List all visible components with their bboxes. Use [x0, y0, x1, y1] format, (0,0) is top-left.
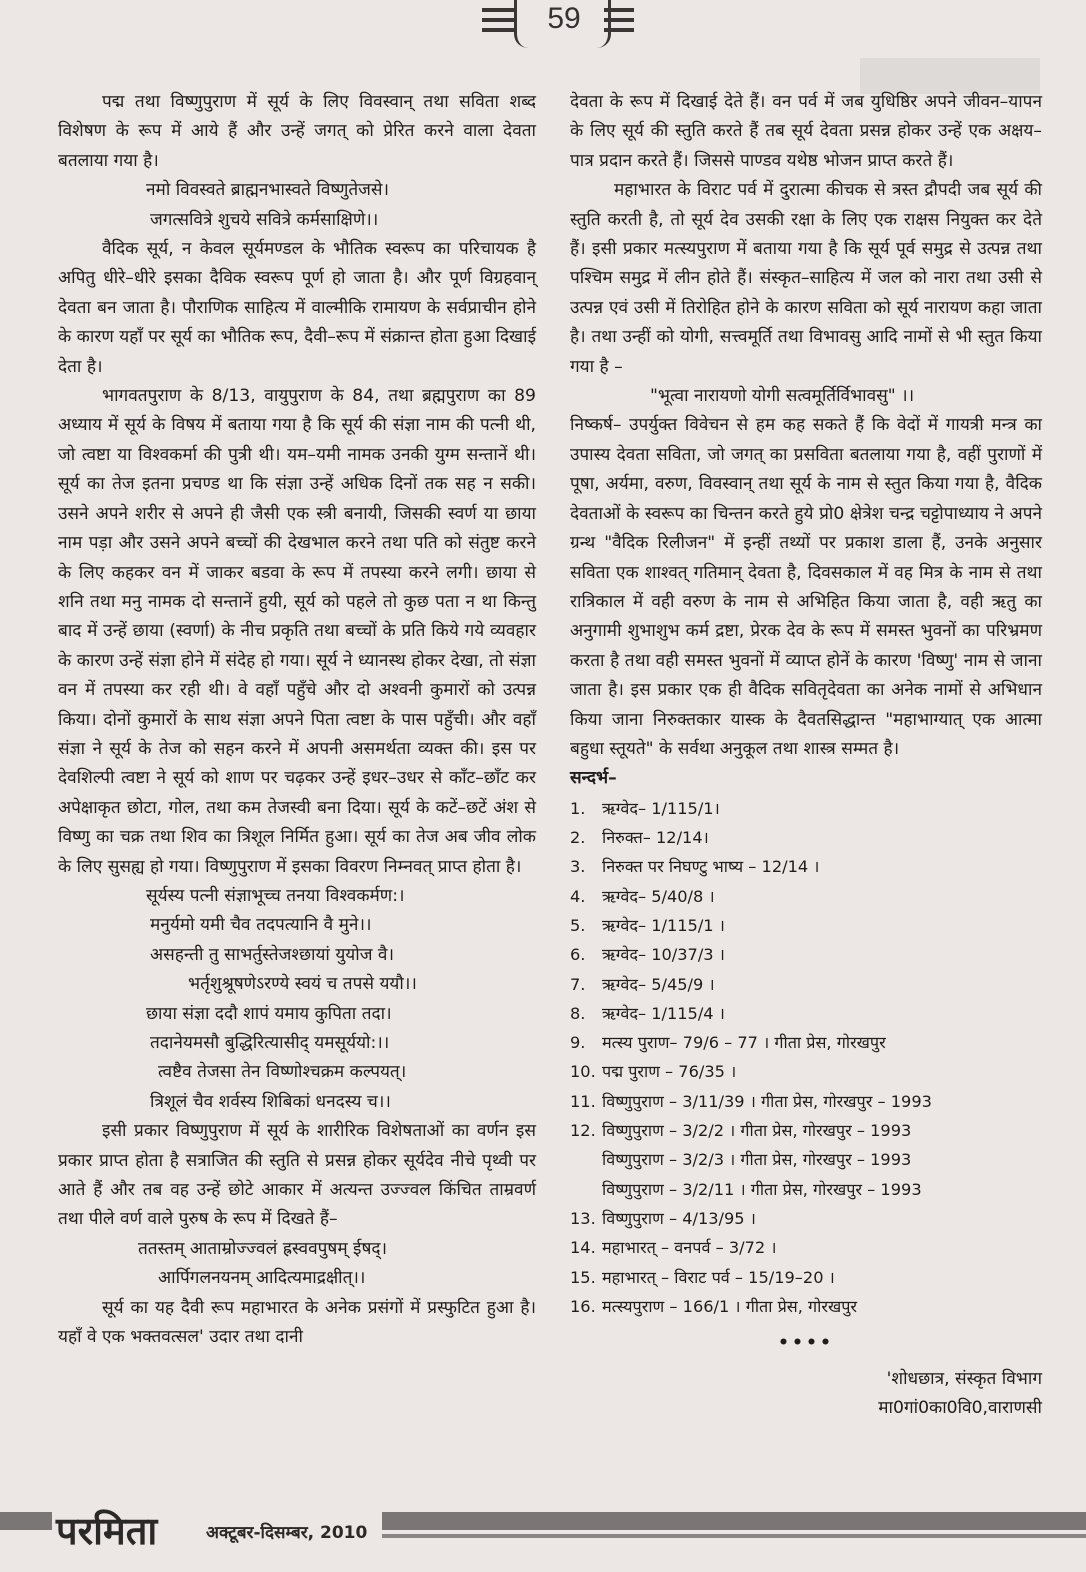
reference-number: 12. [570, 1121, 596, 1141]
reference-item [570, 1145, 1042, 1174]
reference-text: विष्णुपुराण – 4/13/95 । [602, 1208, 756, 1228]
reference-text: मत्स्य पुराण– 79/6 – 77 । गीता प्रेस, गोरखपुर [602, 1033, 886, 1053]
reference-text: महाभारत् – विराट पर्व – 15/19–20 । [602, 1267, 835, 1287]
verse-line: त्वष्टैव तेजसा तेन विष्णोश्चक्रम कल्पयत्। [158, 1062, 407, 1083]
reference-item [570, 911, 1042, 940]
author-affiliation: 'शोधछात्र, संस्कृत विभाग [886, 1368, 1042, 1389]
reference-number: 7. [570, 974, 586, 994]
reference-text: ऋग्वेद– 10/37/3 । [602, 945, 725, 965]
verse-line: आर्पिगलनयनम् आदित्यमाद्रक्षीत्।। [158, 1268, 366, 1289]
reference-number: 8. [570, 1003, 586, 1023]
reference-text: विष्णुपुराण – 3/2/11 । गीता प्रेस, गोरखपुर – 1993 [602, 1179, 922, 1199]
reference-number: 1. [570, 798, 586, 818]
reference-number: 6. [570, 945, 586, 965]
reference-text: निरुक्त पर निघण्टु भाष्य – 12/14 । [602, 857, 820, 877]
verse-line: ततस्तम् आताम्रोज्ज्वलं ह्रस्ववपुषम् ईषद्। [138, 1238, 388, 1259]
reference-text: पद्म पुराण – 76/35 । [602, 1062, 737, 1082]
reference-item [570, 823, 1042, 852]
right-column [570, 88, 1042, 1423]
page-footer [0, 1500, 1086, 1572]
reference-item [570, 1233, 1042, 1262]
header-ornament-right [604, 8, 634, 38]
page-number: 59 [547, 2, 581, 35]
reference-number: 11. [570, 1091, 596, 1111]
reference-text: महाभारत् – वनपर्व – 3/72 । [602, 1238, 777, 1258]
reference-text: ऋग्वेद– 1/115/1 । [602, 915, 725, 935]
reference-text: विष्णुपुराण – 3/2/2 । गीता प्रेस, गोरखपुर – 1993 [602, 1121, 912, 1141]
header-ornament-left [482, 8, 516, 38]
reference-number: 15. [570, 1267, 596, 1287]
reference-item [570, 940, 1042, 969]
footer-bar-right [382, 1512, 1086, 1530]
left-column [58, 88, 536, 1352]
paragraph: महाभारत के विराट पर्व में दुरात्मा कीचक से त्रस्त द्रौपदी जब सूर्य की स्तुति करती है, तो सूर्य देव उसकी रक्षा के लिए एक राक्षस नियुक्त कर देते हैं। इसी प्रकार मत्स्यपुराण में बताया गया है कि सूर्य पूर्व समुद्र से उत्पन्न तथा पश्चिम समुद्र में लीन होते हैं। संस्कृत–साहित्य में जल को नारा तथा उसी से उत्पन्न एवं उसी में तिरोहित होने के कारण सविता को सूर्य नारायण कहा जाता है। तथा उन्हीं को योगी, सत्त्वमूर्ति तथा विभावसु आदि नामों से भी स्तुत किया गया है – [570, 180, 1042, 377]
reference-text: ऋग्वेद– 5/40/8 । [602, 886, 715, 906]
reference-item [570, 1087, 1042, 1116]
verse-line: असहन्ती तु साभर्तुस्तेजश्छायां युयोज वै। [150, 944, 395, 965]
reference-item [570, 794, 1042, 823]
reference-item [570, 1175, 1042, 1204]
reference-item [570, 1116, 1042, 1145]
verse-line: नमो विवस्वते ब्राह्मनभास्वते विष्णुतेजसे। [146, 180, 390, 201]
paragraph: भागवतपुराण के 8/13, वायुपुराण के 84, तथा ब्रह्मपुराण का 89 अध्याय में सूर्य के विषय में बताया गया है कि सूर्य की संज्ञा नाम की पत्नी थी, जो त्वष्टा या विश्वकर्मा की पुत्री थी। यम–यमी नामक उनकी युग्म सन्तानें थी। सूर्य का तेज इतना प्रचण्ड था कि संज्ञा उन्हें अधिक दिनों तक सह न सकी। उसने अपने शरीर से अपने ही जैसी एक स्त्री बनायी, जिसकी स्वर्ण या छाया नाम पड़ा और उसने अपने बच्चों की देखभाल करने तथा पति को संतुष्ट करने के लिए कहकर वन में जाकर बडवा के रूप में तपस्या करने लगी। छाया से शनि तथा मनु नामक दो सन्तानें हुयी, सूर्य को पहले तो कुछ पता न था किन्तु बाद में उन्हें छाया (स्वर्णा) के नीच प्रकृति तथा बच्चों के प्रति किये गये व्यवहार के कारण उन्हें संज्ञा होने में संदेह हो गया। सूर्य ने ध्यानस्थ होकर देखा, तो संज्ञा वन में तपस्या कर रही थी। वे वहाँ पहुँचे और दो अश्वनी कुमारों को उत्पन्न किया। दोनों कुमारों के साथ संज्ञा अपने पिता त्वष्टा के पास पहुँची। और वहाँ संज्ञा ने सूर्य के तेज को सहन करने में अपनी असमर्थता व्यक्त की। इस पर देवशिल्पी त्वष्टा ने सूर्य को शाण पर चढ़कर उन्हें इधर–उधर से काँट–छाँट कर अपेक्षाकृत छोटा, गोल, तथा कम तेजस्वी बना दिया। सूर्य के कटें–छटें अंश से विष्णु का चक्र तथा शिव का त्रिशूल निर्मित हुआ। सूर्य का तेज अब जीव लोक के लिए सुसह्य हो गया। विष्णुपुराण में इसका विवरण निम्नवत् प्राप्त होता है। [58, 386, 536, 877]
verse-line: छाया संज्ञा ददौ शापं यमाय कुपिता तदा। [146, 1003, 392, 1024]
reference-number: 10. [570, 1062, 596, 1082]
reference-item [570, 1292, 1042, 1321]
reference-text: ऋग्वेद– 5/45/9 । [602, 974, 715, 994]
reference-number: 16. [570, 1296, 596, 1316]
reference-text: मत्स्यपुराण – 166/1 । गीता प्रेस, गोरखपुर [602, 1296, 858, 1316]
verse-line: जगत्सवित्रे शुचये सवित्रे कर्मसाक्षिणे।। [150, 209, 379, 230]
reference-item [570, 1263, 1042, 1292]
reference-text: निरुक्त– 12/14। [602, 828, 709, 848]
reference-item [570, 1204, 1042, 1233]
footer-bar-left [0, 1512, 52, 1530]
paragraph: पद्म तथा विष्णुपुराण में सूर्य के लिए विवस्वान् तथा सविता शब्द विशेषण के रूप में आये हैं और उन्हें जगत् को प्रेरित करने वाला देवता बतलाया गया है। [58, 92, 536, 171]
verse-line: तदानेयमसौ बुद्धिरित्यासीद् यमसूर्ययो:।। [150, 1033, 390, 1053]
reference-text: विष्णुपुराण – 3/11/39 । गीता प्रेस, गोरखपुर – 1993 [602, 1091, 932, 1111]
paragraph: सूर्य का यह दैवी रूप महाभारत के अनेक प्रसंगों में प्रस्फुटित हुआ है। यहाँ वे एक भक्तवत्सल' उदार तथा दानी [58, 1297, 536, 1348]
reference-number: 3. [570, 857, 586, 877]
references-heading: सन्दर्भ– [570, 768, 617, 789]
footer-rule [382, 1534, 1086, 1538]
paragraph: इसी प्रकार विष्णुपुराण में सूर्य के शारीरिक विशेषताओं का वर्णन इस प्रकार प्राप्त होता है सत्राजित की स्तुति से प्रसन्न होकर सूर्यदेव नीचे पृथ्वी पर आते हैं और तब वह उन्हें छोटे आकार में अत्यन्त उज्ज्वल किंचित ताम्रवर्ण तथा पीले वर्ण वाले पुरुष के रूप में दिखते हैं– [58, 1121, 536, 1230]
paragraph: देवता के रूप में दिखाई देते हैं। वन पर्व में जब युधिष्ठिर अपने जीवन–यापन के लिए सूर्य की स्तुति करते हैं तब सूर्य देवता प्रसन्न होकर उन्हें एक अक्षय–पात्र प्रदान करते हैं। जिससे पाण्डव यथेष्ठ भोजन प्राप्त करते हैं। [570, 92, 1042, 171]
reference-number: 9. [570, 1033, 586, 1053]
reference-text: ऋग्वेद– 1/115/1। [602, 798, 720, 818]
references-list [570, 794, 1042, 1321]
section-end-marker: •••• [778, 1333, 834, 1354]
page-header [0, 0, 1086, 60]
reference-number: 13. [570, 1208, 596, 1228]
issue-date: अक्टूबर-दिसम्बर, 2010 [206, 1523, 368, 1543]
reference-item [570, 852, 1042, 881]
reference-text: ऋग्वेद– 1/115/4 । [602, 1003, 725, 1023]
conclusion-paragraph: निष्कर्ष– उपर्युक्त विवेचन से हम कह सकते हैं कि वेदों में गायत्री मन्त्र का उपास्य देवता सविता, जो जगत् का प्रसविता बतलाया गया है, वहीं पुराणों में पूषा, अर्यमा, वरुण, विवस्वान् तथा सूर्य के नाम से स्तुत किया गया है, वैदिक देवताओं के स्वरूप का चिन्तन करते हुये प्रो0 क्षेत्रेश चन्द्र चट्टोपाध्याय ने अपने ग्रन्थ "वैदिक रिलीजन" में इन्हीं तथ्यों पर प्रकाश डाला हैं, उनके अनुसार सविता एक शाश्वत् गतिमान् देवता है, दिवसकाल में वह मित्र के नाम से तथा रात्रिकाल में वही वरुण के नाम से अभिहित किया जाता है, वही ऋतु का अनुगामी शुभाशुभ कर्म द्रष्टा, प्रेरक देव के रूप में समस्त भुवनों का परिभ्रमण करता है तथा वही समस्त भुवनों में व्याप्त होनें के कारण 'विष्णु' नाम से जाना जाता है। इस प्रकार एक ही वैदिक सवितृदेवता का अनेक नामों से अभिधान किया जाना निरुक्तकार यास्क के दैवतसिद्धान्त "महाभाग्यात् एक आत्मा बहुधा स्तूयते" के सर्वथा अनुकूल तथा शास्त्र सम्मत है। [570, 415, 1042, 759]
paragraph: वैदिक सूर्य, न केवल सूर्यमण्डल के भौतिक स्वरूप का परिचायक है अपितु धीरे–धीरे इसका दैविक स्वरूप पूर्ण हो जाता है। और पूर्ण विग्रहवान् देवता बन जाता है। पौराणिक साहित्य में वाल्मीकि रामायण के सर्वप्राचीन होने के कारण यहाँ पर सूर्य का भौतिक रूप, दैवी–रूप में संक्रान्त होता हुआ दिखाई देता है। [58, 239, 537, 377]
verse-line: मनुर्यमो यमी चैव तदपत्यानि वै मुने।। [150, 915, 372, 936]
reference-item [570, 970, 1042, 999]
reference-item [570, 1057, 1042, 1086]
reference-number: 5. [570, 915, 586, 935]
verse-line: "भूत्वा नारायणो योगी सत्वमूर्तिर्विभावसु" ।। [650, 386, 915, 407]
author-institution: मा0गां0का0वि0,वाराणसी [878, 1397, 1042, 1418]
reference-number: 14. [570, 1238, 596, 1258]
reference-item [570, 882, 1042, 911]
verse-line: भर्तृशुश्रूषणेऽरण्ये स्वयं च तपसे ययौ।। [188, 974, 417, 995]
reference-number: 4. [570, 886, 586, 906]
reference-item [570, 999, 1042, 1028]
journal-logo: परमिता [56, 1509, 158, 1553]
reference-item [570, 1028, 1042, 1057]
verse-line: सूर्यस्य पत्नी संज्ञाभूच्च तनया विश्वकर्मण:। [146, 885, 405, 906]
verse-line: त्रिशूलं चैव शर्वस्य शिबिकां धनदस्य च।। [150, 1091, 391, 1112]
reference-text: विष्णुपुराण – 3/2/3 । गीता प्रेस, गोरखपुर – 1993 [602, 1150, 912, 1170]
reference-number: 2. [570, 828, 586, 848]
